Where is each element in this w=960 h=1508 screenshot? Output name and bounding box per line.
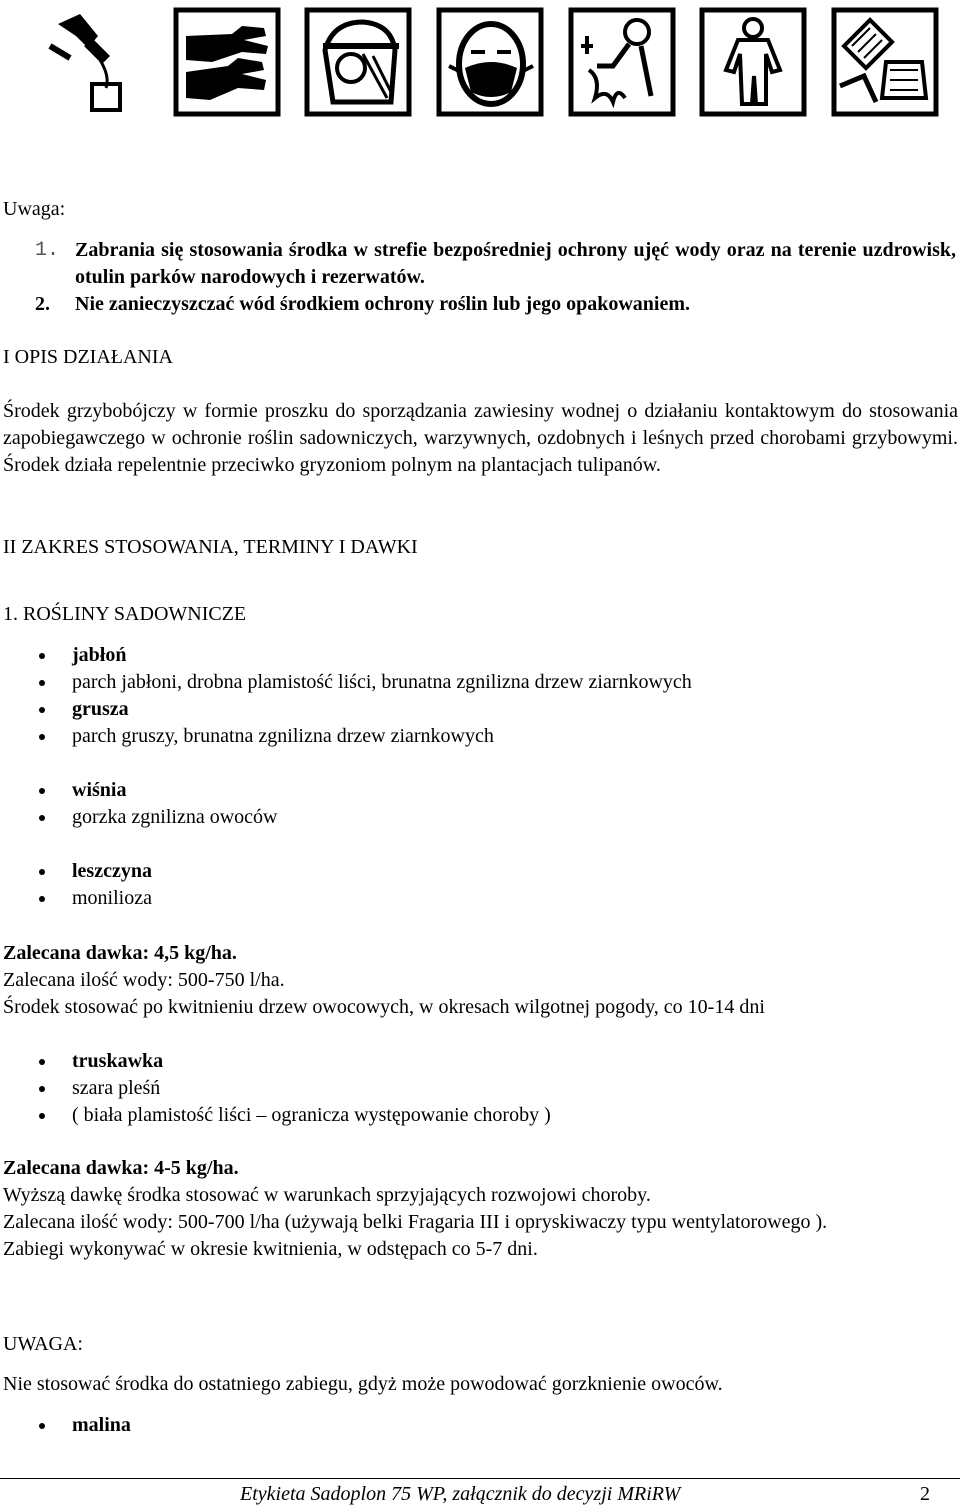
note-number: 2.	[35, 293, 50, 315]
safety-pictograms	[40, 6, 940, 124]
note-number: 1.	[35, 239, 60, 262]
list-item: grusza	[3, 696, 960, 723]
application-timing: Środek stosować po kwitnieniu drzew owocowych, w okresach wilgotnej pogody, co 10-14 dni	[3, 996, 765, 1018]
list-item: malina	[3, 1412, 960, 1439]
list-item: szara pleśń	[3, 1075, 960, 1102]
protective-gloves-icon	[172, 6, 282, 118]
recommended-dose: Zalecana dawka: 4-5 kg/ha.	[3, 1157, 239, 1179]
dose-block-orchard	[3, 940, 960, 1021]
list-item: wiśnia	[3, 777, 960, 804]
face-shield-icon	[303, 6, 413, 118]
application-timing: Zabiegi wykonywać w okresie kwitnienia, w odstępach co 5-7 dni.	[3, 1238, 538, 1260]
list-item: parch jabłoni, drobna plamistość liści, brunatna zgnilizna drzew ziarnkowych	[3, 669, 960, 696]
higher-dose-note: Wyższą dawkę środka stosować w warunkach sprzyjających rozwojowi choroby.	[3, 1184, 651, 1206]
warning-label: UWAGA:	[3, 1333, 83, 1355]
note-text: Nie zanieczyszczać wód środkiem ochrony roślin lub jego opakowaniem.	[75, 293, 690, 315]
product-description: Środek grzybobójczy w formie proszku do sporządzania zawiesiny wodnej o działaniu kontaktowym do stosowania zapobiegawczego w ochronie roślin sadowniczych, warzywnych, ozdobnych i leśnych przed chorobami grzybowymi. Środek działa repelentnie przeciwko gryzoniom polnym na plantacjach tulipanów.	[3, 400, 958, 476]
protective-clothing-icon	[698, 6, 808, 118]
list-item: truskawka	[3, 1048, 960, 1075]
list-item: monilioza	[3, 885, 960, 912]
section-usage-title: II ZAKRES STOSOWANIA, TERMINY I DAWKI	[3, 536, 418, 558]
recommended-dose: Zalecana dawka: 4,5 kg/ha.	[3, 942, 237, 964]
note-text: Zabrania się stosowania środka w strefie bezpośredniej ochrony ujęć wody oraz na terenie uzdrowisk, otulin parków narodowych i rezerwatów.	[75, 239, 956, 288]
crop-list-apple-pear	[3, 642, 960, 750]
keep-away-from-animals-icon	[830, 6, 940, 118]
crop-list-raspberry	[3, 1412, 960, 1439]
footer-label: Etykieta Sadoplon 75 WP, załącznik do decyzji MRiRW	[240, 1483, 681, 1505]
list-item: gorzka zgnilizna owoców	[3, 804, 960, 831]
crop-list-hazel	[3, 858, 960, 912]
list-item: leszczyna	[3, 858, 960, 885]
list-item: jabłoń	[3, 642, 960, 669]
page-number: 2	[920, 1483, 930, 1505]
warning-text: Nie stosować środka do ostatniego zabiegu, gdyż może powodować gorzknienie owoców.	[3, 1373, 723, 1395]
water-volume: Zalecana ilość wody: 500-750 l/ha.	[3, 969, 285, 991]
fruit-crops-heading: 1. ROŚLINY SADOWNICZE	[3, 603, 247, 625]
handle-with-care-pouring-icon	[40, 6, 150, 118]
page-footer	[0, 1478, 960, 1507]
respirator-mask-icon	[435, 6, 545, 118]
notes-list	[3, 237, 960, 318]
note-item	[3, 291, 960, 318]
dose-block-strawberry	[3, 1155, 960, 1263]
list-item: ( biała plamistość liści – ogranicza występowanie choroby )	[3, 1102, 960, 1129]
crop-list-cherry	[3, 777, 960, 831]
crop-list-strawberry	[3, 1048, 960, 1129]
note-item	[3, 237, 960, 291]
section-description-title: I OPIS DZIAŁANIA	[3, 346, 173, 368]
water-volume: Zalecana ilość wody: 500-700 l/ha (używają belki Fragaria III i opryskiwaczy typu wentylatorowego ).	[3, 1211, 828, 1233]
uwaga-label: Uwaga:	[3, 198, 66, 220]
list-item: parch gruszy, brunatna zgnilizna drzew ziarnkowych	[3, 723, 960, 750]
washing-after-use-icon	[567, 6, 677, 118]
